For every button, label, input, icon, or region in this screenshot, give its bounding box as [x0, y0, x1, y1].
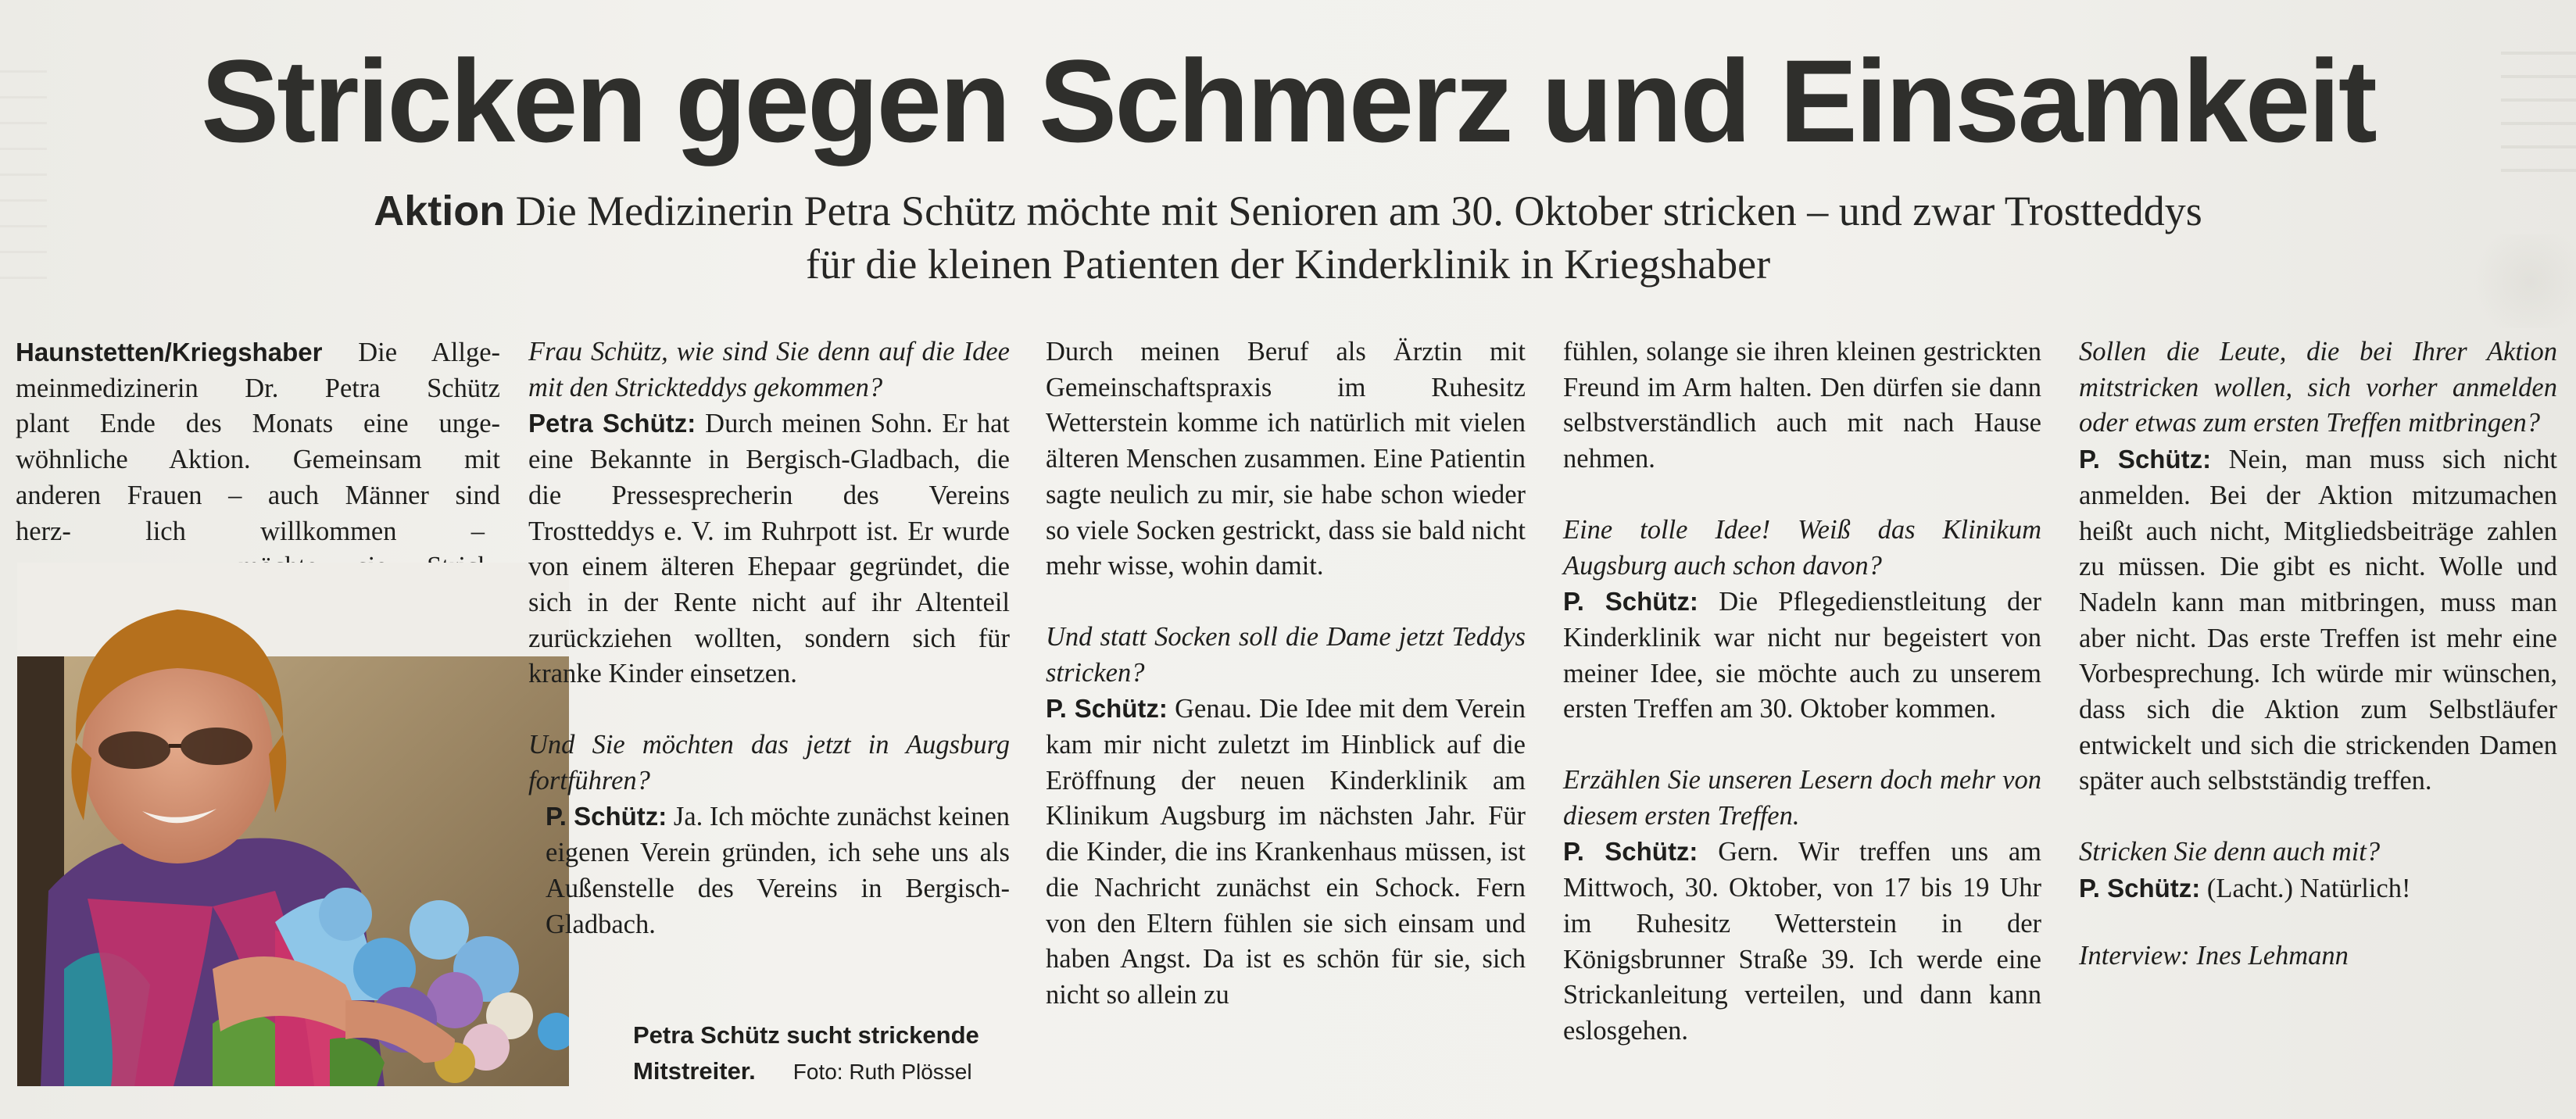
- lead-line: plant Ende des Monats eine unge-: [16, 409, 500, 439]
- speaker-label: Petra Schütz:: [528, 409, 696, 438]
- lead-word: –: [470, 516, 485, 546]
- interview-answer: [1046, 691, 1526, 1013]
- caption-text-line-1: Petra Schütz sucht strickende: [633, 1021, 979, 1049]
- lead-word: lich: [145, 516, 186, 546]
- article-column-5: [2079, 334, 2557, 974]
- lead-line: wöhnliche Aktion. Gemeinsam mit: [16, 445, 500, 475]
- interview-answer: [528, 406, 1010, 692]
- lead-line: meinmedizinerin Dr. Petra Schütz: [16, 373, 500, 403]
- interview-byline: Interview: Ines Lehmann: [2079, 940, 2349, 971]
- interview-question: Eine tolle Idee! Weiß das Klinikum Augsburg auch schon davon?: [1563, 514, 2041, 581]
- speaker-label: P. Schütz:: [1563, 587, 1698, 617]
- interview-answer: [1563, 584, 2041, 728]
- photo-credit: Foto: Ruth Plössel: [792, 1060, 972, 1084]
- interview-answer: [528, 799, 1010, 942]
- interview-question: Stricken Sie denn auch mit?: [2079, 837, 2381, 867]
- lead-line: [16, 514, 485, 550]
- lead-line: [16, 334, 500, 371]
- answer-text: Die Pflegedienstleitung der Kinderklinik war nicht nur begeistert von meiner Idee, sie möchte auch zu unserem ersten Treffen am 30. Oktober kommen.: [1563, 587, 2041, 724]
- speaker-label: P. Schütz:: [2079, 445, 2212, 474]
- answer-text: Durch meinen Sohn. Er hat eine Bekannte in Bergisch-Gladbach, die die Pressesprecherin des Vereins Trostteddys e. V. im Ruhrpott ist. Er wurde von einem älteren Ehepaar gegründet, die sich in der Rente nicht auf ihr Altenteil zurückziehen wollten, sondern sich für kranke Kinder einsetzen.: [528, 409, 1010, 689]
- lead-word: willkommen: [260, 516, 397, 546]
- photo-caption: [633, 1017, 1008, 1090]
- interview-question: Erzählen Sie unseren Lesern doch mehr von diesem ersten Treffen.: [1563, 765, 2041, 831]
- lead-word: herz-: [16, 516, 71, 546]
- article-column-4: [1563, 334, 2041, 1049]
- interview-answer: [1563, 834, 2041, 1049]
- subheadline: [125, 184, 2451, 291]
- answer-text: Nein, man muss sich nicht anmelden. Bei der Aktion mitzumachen heißt auch nicht, Mitgliedsbeiträge zahlen zu müssen. Die gibt es nicht. Wolle und Nadeln kann man mitbringen, muss man aber nicht. Das erste Treffen ist mehr eine Vorbesprechung. Ich würde mir wünschen, dass sich die Aktion zum Selbstläufer entwickelt und sich die strickenden Damen später auch selbstständig treffen.: [2079, 445, 2557, 796]
- interview-answer-continued: Durch meinen Beruf als Ärztin mit Gemeinschaftspraxis im Ruhesitz Wetterstein komme ich natürlich mit vielen älteren Menschen zusammen. Eine Patientin sagte neulich zu mir, sie habe schon wieder so viele Socken gestrickt, dass sie bald nicht mehr wisse, wohin damit.: [1046, 337, 1526, 581]
- interview-question: Und Sie möchten das jetzt in Augsburg fortführen?: [528, 730, 1010, 795]
- speaker-label: P. Schütz:: [2079, 873, 2201, 903]
- dateline: Haunstetten/Kriegshaber: [16, 338, 323, 366]
- subhead-line-1: Die Medizinerin Petra Schütz möchte mit Senioren am 30. Oktober stricken – und zwar Trostteddys: [515, 188, 2202, 234]
- interview-question: Sollen die Leute, die bei Ihrer Aktion mitstricken wollen, sich vorher anmelden oder etwas zum ersten Treffen mitbringen?: [2079, 337, 2557, 438]
- headline: Stricken gegen Schmerz und Einsamkeit: [201, 35, 2375, 166]
- speaker-label: P. Schütz:: [546, 802, 667, 831]
- lead-text: Die Allge-: [358, 338, 501, 367]
- lead-line: anderen Frauen – auch Männer sind: [16, 480, 500, 510]
- subhead-line-2: für die kleinen Patienten der Kinderklinik in Kriegshaber: [805, 241, 1771, 288]
- article-photo: [17, 563, 569, 1086]
- photo-petra-schuetz-with-teddys: [17, 563, 569, 1086]
- interview-question: Und statt Socken soll die Dame jetzt Teddys stricken?: [1046, 621, 1526, 688]
- answer-text: Ja. Ich möchte zunächst keinen eigenen Verein gründen, ich sehe uns als Außenstelle des Vereins in Bergisch-Gladbach.: [546, 802, 1011, 939]
- interview-answer-continued: fühlen, solange sie ihren kleinen gestrickten Freund im Arm halten. Den dürfen sie dann selbstverständlich auch mit nach Hause nehmen.: [1563, 337, 2041, 474]
- answer-text: (Lacht.) Natürlich!: [2206, 873, 2411, 903]
- interview-question: Frau Schütz, wie sind Sie denn auf die Idee mit den Strickteddys gekommen?: [528, 337, 1010, 402]
- interview-answer: [2079, 442, 2557, 799]
- interview-answer: [2079, 871, 2557, 907]
- subhead-kicker: Aktion: [374, 188, 506, 234]
- answer-text: Genau. Die Idee mit dem Verein kam mir nicht zuletzt im Hinblick auf die Eröffnung der neuen Kinderklinik am Klinikum Augsburg im nächsten Jahr. Für die Kinder, die ins Krankenhaus müssen, ist die Nachricht zunächst ein Schock. Fern von den Eltern fühlen sie sich einsam und haben Angst. Da ist es schön für sie, sich nicht so allein zu: [1046, 694, 1526, 1010]
- caption-text-line-2: Mitstreiter.: [633, 1057, 756, 1085]
- article-column-2: [528, 334, 1010, 942]
- speaker-label: P. Schütz:: [1563, 837, 1698, 867]
- article-column-3: [1046, 334, 1526, 1014]
- speaker-label: P. Schütz:: [1046, 694, 1168, 724]
- answer-text: Gern. Wir treffen uns am Mittwoch, 30. Oktober, von 17 bis 19 Uhr im Ruhesitz Wetterstein in der Königsbrunner Straße 39. Ich werde eine Strickanleitung verteilen, und dann kann eslosgehen.: [1563, 837, 2041, 1046]
